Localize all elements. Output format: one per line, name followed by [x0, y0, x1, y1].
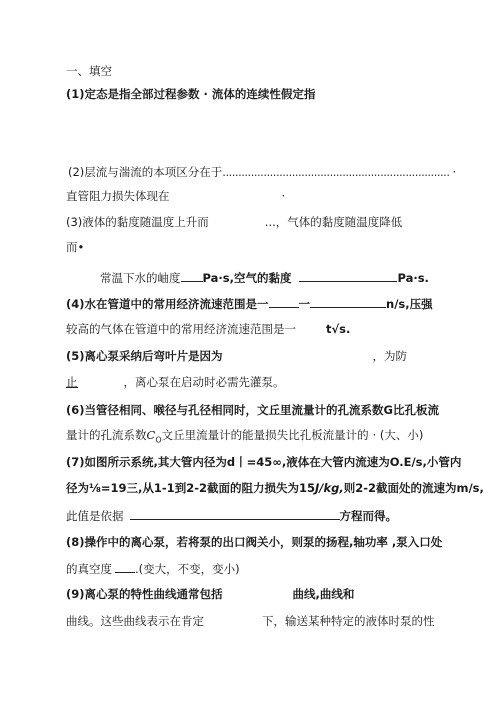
question-5-line-1	[66, 349, 407, 363]
question-3-line-3	[100, 270, 429, 285]
question-6-text: 量计的孔流系数	[66, 428, 147, 442]
question-2-line-2	[66, 189, 285, 203]
question-9-line-2	[66, 614, 435, 628]
answer-blank-dots: ........................................................................	[222, 165, 450, 179]
section-title: 一、填空	[66, 64, 112, 78]
question-7-text: (7)如图所示系统,其大管内径为d丨=45	[66, 455, 273, 469]
question-5-text: (5)离心泵采纳后弯叶片是因为	[66, 349, 223, 363]
question-6-subscript: O	[155, 435, 162, 445]
question-3-text-e: Pa·s.	[397, 271, 429, 285]
question-3-text-d: Pa·s,空气的黏度	[202, 271, 292, 285]
question-5-text-c: 止	[66, 375, 78, 389]
question-2-line-1	[68, 165, 456, 179]
answer-blank	[181, 270, 203, 282]
question-6-text-c: · (大、小)	[372, 428, 424, 442]
question-7-text-f: 方程而得。	[339, 509, 397, 523]
question-9-line-1	[66, 587, 354, 601]
question-7-line-3	[66, 508, 397, 523]
question-6-symbol: C	[146, 428, 156, 442]
question-4-text-d: 较高的气体在管道中的常用经济流速范围是一	[66, 322, 296, 336]
question-2-text: (2)层流与湍流的本项区分在于	[68, 165, 223, 179]
question-5-text-b: ，为防	[372, 349, 408, 363]
question-3-line-2: 而•	[66, 240, 85, 254]
question-6-text-b: 文丘里流量计的能量损失比孔板流量计的	[161, 428, 369, 442]
question-3-text: (3)液体的黏度随温度上升而	[66, 215, 209, 229]
question-8-text-b: .(变大，不变，变小)	[135, 562, 240, 576]
answer-blank	[299, 270, 397, 282]
question-4-text: (4)水在管道中的常用经济流速范围是一	[66, 297, 269, 311]
question-8-text: 的真空度	[66, 562, 112, 576]
question-5-line-2	[66, 375, 285, 389]
question-7-line-2	[66, 481, 484, 495]
answer-blank	[269, 296, 299, 308]
question-3-line-1	[66, 215, 402, 229]
question-3-text-b: ...，气体的黏度随温度降低	[264, 215, 403, 229]
question-8-line-2	[66, 561, 240, 576]
question-9-text-c: 曲线。这些曲线表示在肯定	[66, 614, 204, 628]
question-1-line-1: (1)定态是指全部过程参数 · 流体的连续性假定指	[66, 87, 316, 101]
question-9-text-b: 曲线,曲线和	[292, 587, 355, 601]
question-9-text-d: 下，输送某种特定的液体时泵的性	[262, 614, 435, 628]
question-9-text: (9)离心泵的特性曲线通常包括	[66, 587, 223, 601]
question-7-line-1	[66, 455, 461, 469]
question-2-end-mark: ·	[452, 165, 457, 179]
question-7-unit: J/kg,	[314, 481, 344, 495]
question-6-line-2	[66, 428, 423, 447]
question-5-text-d: ，离心泵在启动时必需先灌泵。	[123, 375, 285, 389]
question-4-text-c: n/s,压强	[386, 297, 433, 311]
question-4-line-2	[66, 322, 350, 336]
question-7-text-b: ∞,液体在大管内流速为O.E/s,小管内	[272, 455, 462, 469]
question-2-end-mark-2: ·	[281, 189, 286, 203]
answer-blank	[310, 296, 386, 308]
question-4-text-e: t√s.	[326, 322, 351, 336]
question-7-text-e: 此值是依据	[66, 509, 124, 523]
question-3-text-c: 常温下水的岫度	[100, 271, 181, 285]
question-2-text-2: 直管阻力损失体现在	[66, 189, 170, 203]
question-7-text-d: 则2-2截面处的流速为m/s,	[343, 481, 484, 495]
question-4-line-1	[66, 296, 433, 311]
question-6-line-1: (6)当管径相同、喉径与孔径相同时，文丘里流量计的孔流系数G比孔板流	[66, 403, 439, 417]
question-4-text-b: 一	[298, 297, 311, 311]
answer-blank	[115, 561, 135, 573]
answer-blank	[130, 508, 340, 520]
question-7-text-c: 径为⅛=19三,从1-1到2-2截面的阻力损失为15	[66, 481, 315, 495]
question-8-line-1: (8)操作中的离心泵，若将泵的出口阀关小，则泵的扬程,轴功率 ,泵入口处	[66, 535, 443, 549]
